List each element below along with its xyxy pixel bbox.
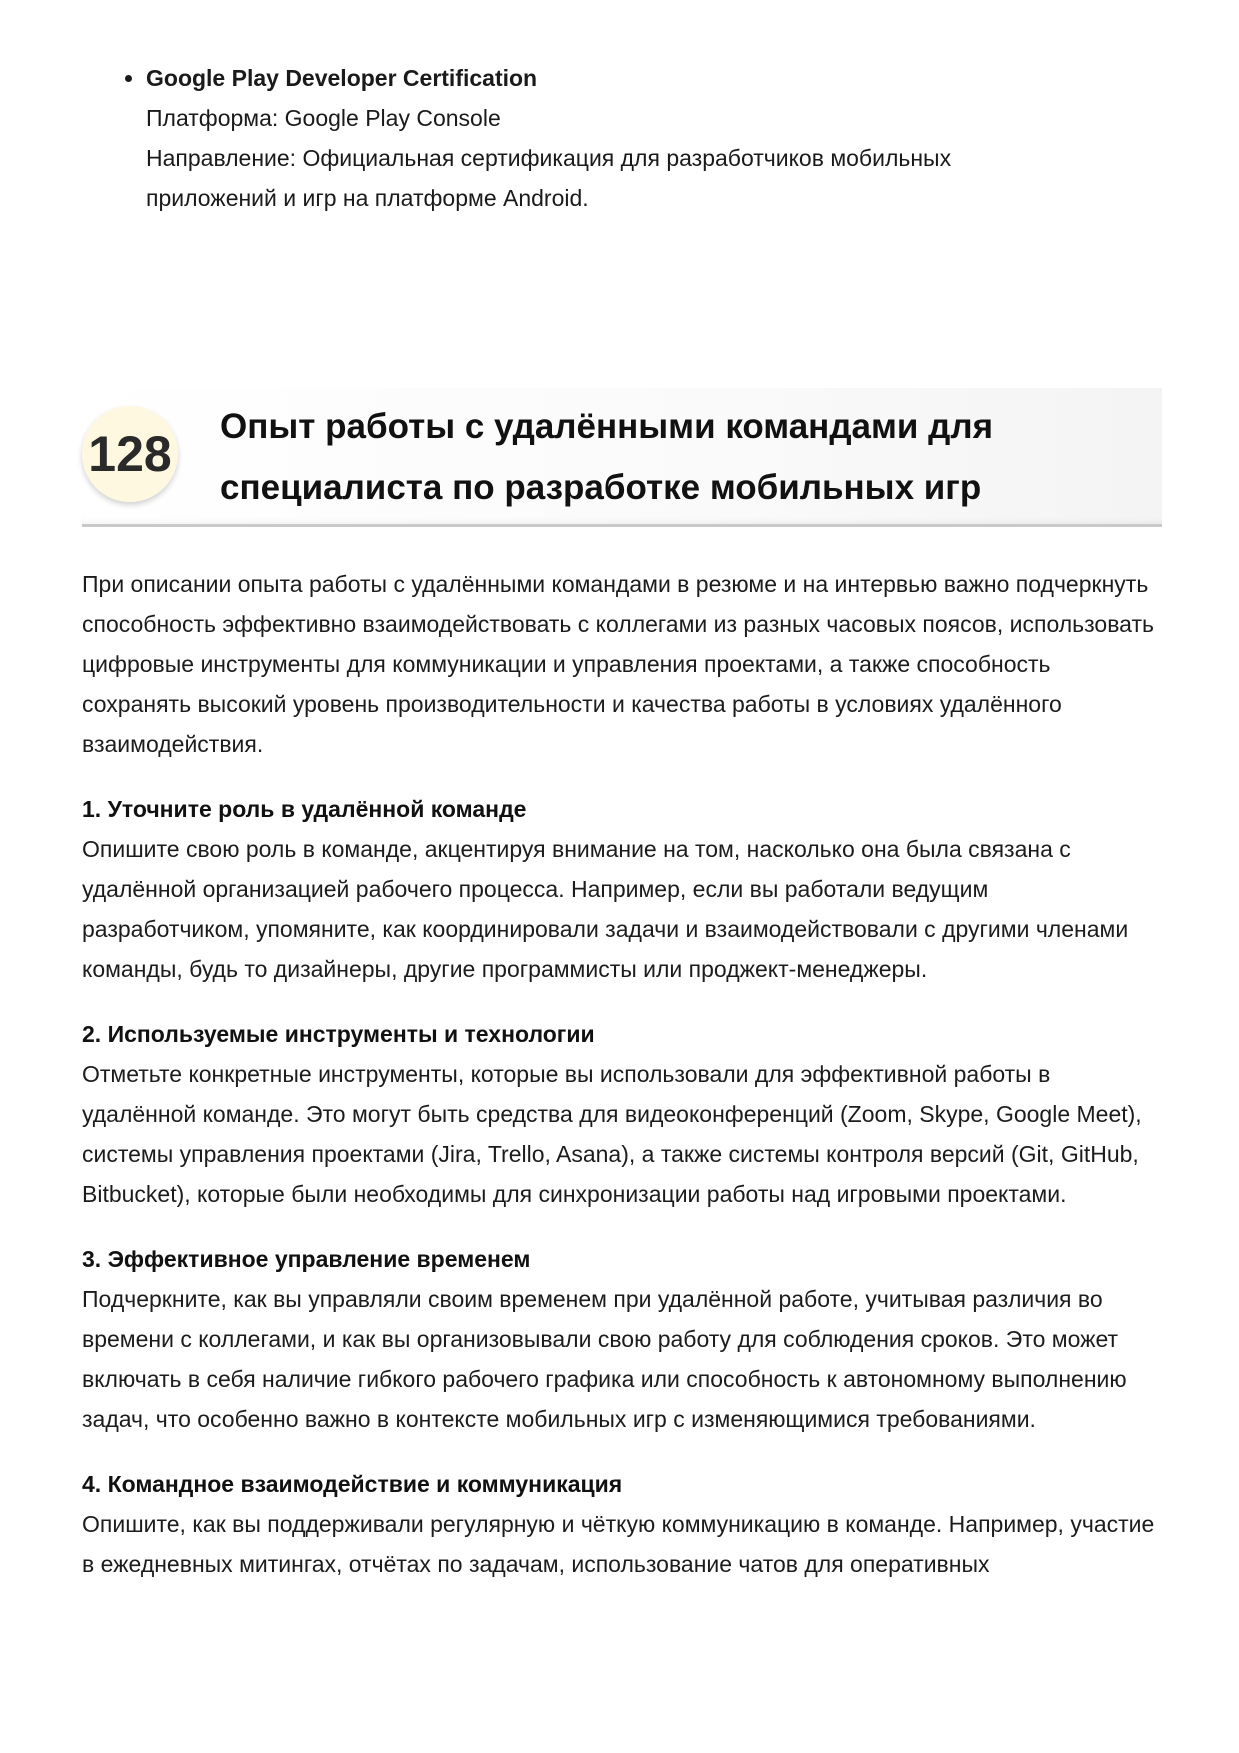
- item-heading: 3. Эффективное управление временем: [82, 1246, 531, 1272]
- list-item: [82, 1239, 1162, 1439]
- section-title-line1: Опыт работы с удалёнными командами для: [220, 407, 994, 446]
- section-content: [82, 564, 1162, 1609]
- certification-list: [118, 58, 1106, 218]
- certification-item: [146, 58, 1106, 218]
- item-text: Опишите, как вы поддерживали регулярную и чёткую коммуникацию в команде. Например, участие в ежедневных митингах, отчётах по задачам, использование чатов для оперативных: [82, 1511, 1155, 1577]
- list-item: [82, 789, 1162, 989]
- item-heading: 1. Уточните роль в удалённой команде: [82, 796, 527, 822]
- list-item: [82, 1014, 1162, 1214]
- certification-direction-line2: приложений и игр на платформе Android.: [146, 185, 589, 211]
- item-heading: 2. Используемые инструменты и технологии: [82, 1021, 595, 1047]
- certification-direction-line1: Направление: Официальная сертификация для разработчиков мобильных: [146, 145, 952, 171]
- section-title: [220, 396, 1150, 518]
- item-text: Опишите свою роль в команде, акцентируя внимание на том, насколько она была связана с удалённой организацией рабочего процесса. Например, если вы работали ведущим разработчиком, упомяните, как координировали задачи и взаимодействовали с другими членами команды, будь то дизайнеры, другие программисты или проджект-менеджеры.: [82, 836, 1129, 982]
- intro-paragraph: При описании опыта работы с удалёнными командами в резюме и на интервью важно подчеркнуть способность эффективно взаимодействовать с коллегами из разных часовых поясов, использовать цифровые инструменты для коммуникации и управления проектами, а также способность сохранять высокий уровень производительности и качества работы в условиях удалённого взаимодействия.: [82, 571, 1154, 757]
- item-text: Подчеркните, как вы управляли своим временем при удалённой работе, учитывая различия во времени с коллегами, и как вы организовывали свою работу для соблюдения сроков. Это может включать в себя наличие гибкого рабочего графика или способность к автономному выполнению задач, что особенно важно в контексте мобильных игр с изменяющимися требованиями.: [82, 1286, 1127, 1432]
- item-text: Отметьте конкретные инструменты, которые вы использовали для эффективной работы в удалённой команде. Это могут быть средства для видеоконференций (Zoom, Skype, Google Meet), системы управления проектами (Jira, Trello, Asana), а также системы контроля версий (Git, GitHub, Bitbucket), которые были необходимы для синхронизации работы над игровыми проектами.: [82, 1061, 1142, 1207]
- item-heading: 4. Командное взаимодействие и коммуникация: [82, 1471, 623, 1497]
- section-title-line2: специалиста по разработке мобильных игр: [220, 468, 982, 507]
- section-number-badge: 128: [82, 406, 178, 502]
- certification-platform: Платформа: Google Play Console: [146, 105, 501, 131]
- list-item: [82, 1464, 1162, 1584]
- certification-title: • Google Play Developer Certification: [146, 65, 538, 91]
- section-header: [82, 388, 1162, 527]
